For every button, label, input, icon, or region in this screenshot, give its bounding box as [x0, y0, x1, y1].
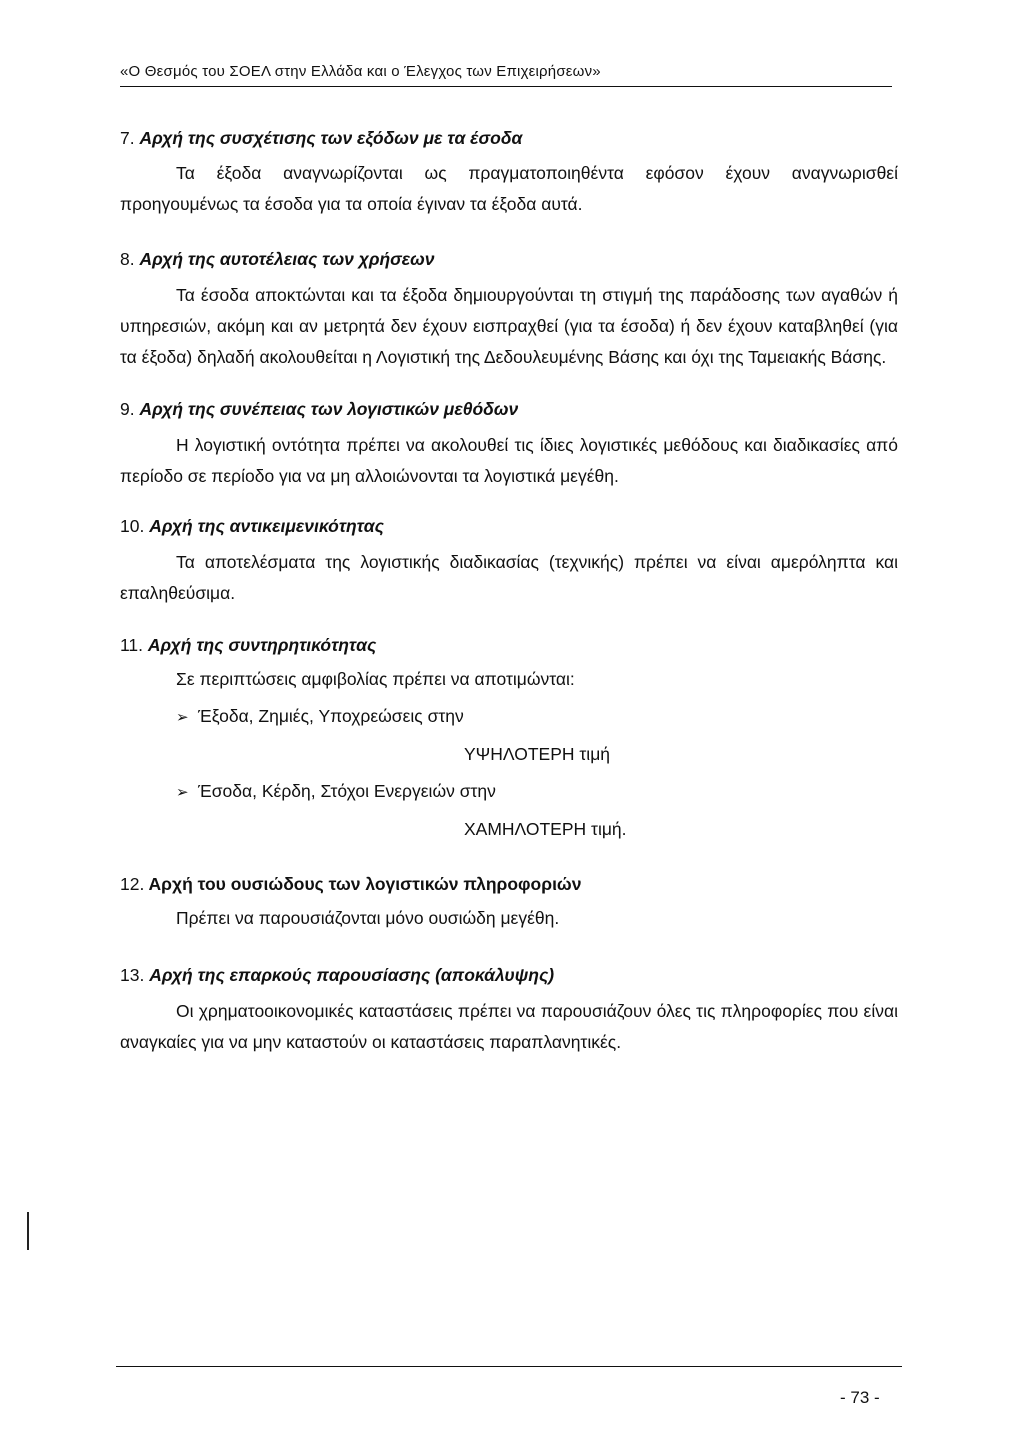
- section-heading: [120, 396, 898, 422]
- section-title: Αρχή της επαρκούς παρουσίασης (αποκάλυψης): [149, 965, 555, 985]
- section-number: 8.: [120, 249, 135, 269]
- bullet-text: Έσοδα, Κέρδη, Στόχοι Ενεργειών στην: [198, 781, 496, 801]
- section-10: [120, 513, 898, 609]
- section-11: [120, 632, 898, 845]
- arrow-bullet-icon: ➢: [176, 784, 189, 801]
- section-number: 9.: [120, 399, 135, 419]
- page-number: - 73 -: [840, 1388, 880, 1407]
- section-heading: [120, 871, 898, 897]
- document-body: [120, 125, 898, 1058]
- section-text: Τα αποτελέσματα της λογιστικής διαδικασίας (τεχνικής) πρέπει να είναι αμερόληπτα και επαληθεύσιμα.: [120, 552, 898, 603]
- margin-mark: [27, 1212, 29, 1250]
- bullet-value: ΧΑΜΗΛΟΤΕΡΗ τιμή.: [464, 819, 627, 839]
- section-text: Οι χρηματοοικονομικές καταστάσεις πρέπει να παρουσιάζουν όλες τις πληροφορίες που είναι αναγκαίες για να μην καταστούν οι καταστάσεις παραπλανητικές.: [120, 1001, 898, 1052]
- section-title: Αρχή της συνέπειας των λογιστικών μεθόδων: [139, 399, 519, 419]
- section-title: Αρχή της συντηρητικότητας: [147, 635, 377, 655]
- section-7: [120, 125, 898, 220]
- section-number: 13.: [120, 965, 145, 985]
- section-12: [120, 871, 898, 934]
- section-8: [120, 246, 898, 373]
- section-text: Πρέπει να παρουσιάζονται μόνο ουσιώδη μεγέθη.: [176, 908, 560, 928]
- section-text: Τα έξοδα αναγνωρίζονται ως πραγματοποιηθέντα εφόσον έχουν αναγνωρισθεί προηγουμένως τα έσοδα για τα οποία έγιναν τα έξοδα αυτά.: [120, 163, 898, 214]
- section-number: 10.: [120, 516, 145, 536]
- section-title: Αρχή της αντικειμενικότητας: [149, 516, 384, 536]
- section-heading: [120, 125, 898, 151]
- section-heading: [120, 632, 898, 658]
- section-heading: [120, 246, 898, 272]
- section-number: 7.: [120, 128, 135, 148]
- section-intro: Σε περιπτώσεις αμφιβολίας πρέπει να αποτιμώνται:: [176, 669, 575, 689]
- section-title: Αρχή της αυτοτέλειας των χρήσεων: [139, 249, 435, 269]
- bullet-value: ΥΨΗΛΟΤΕΡΗ τιμή: [464, 744, 611, 764]
- section-heading: [120, 513, 898, 539]
- section-heading: [120, 962, 898, 988]
- section-number: 11.: [120, 635, 144, 655]
- section-title: Αρχή του ουσιώδους των λογιστικών πληροφοριών: [148, 874, 582, 894]
- section-number: 12.: [120, 874, 145, 894]
- bullet-text: Έξοδα, Ζημιές, Υποχρεώσεις στην: [198, 706, 464, 726]
- bullet-item: [120, 701, 898, 733]
- section-text: Η λογιστική οντότητα πρέπει να ακολουθεί τις ίδιες λογιστικές μεθόδους και διαδικασίες από περίοδο σε περίοδο για να μη αλλοιώνονται τα λογιστικά μεγέθη.: [120, 435, 898, 486]
- section-text: Τα έσοδα αποκτώνται και τα έξοδα δημιουργούνται τη στιγμή της παράδοσης των αγαθών ή υπηρεσιών, ακόμη και αν μετρητά δεν έχουν εισπραχθεί (για τα έσοδα) ή δεν έχουν καταβληθεί (για τα έξοδα) δηλαδή ακολουθείται η Λογιστική της Δεδουλευμένης Βάσης και όχι της Ταμειακής Βάσης.: [120, 285, 898, 367]
- footer-rule: [116, 1366, 902, 1367]
- section-9: [120, 396, 898, 492]
- running-header: «Ο Θεσμός του ΣΟΕΛ στην Ελλάδα και ο Έλεγχος των Επιχειρήσεων»: [120, 63, 892, 87]
- arrow-bullet-icon: ➢: [176, 709, 189, 726]
- section-13: [120, 962, 898, 1058]
- bullet-item: [120, 776, 898, 808]
- section-title: Αρχή της συσχέτισης των εξόδων με τα έσοδα: [139, 128, 523, 148]
